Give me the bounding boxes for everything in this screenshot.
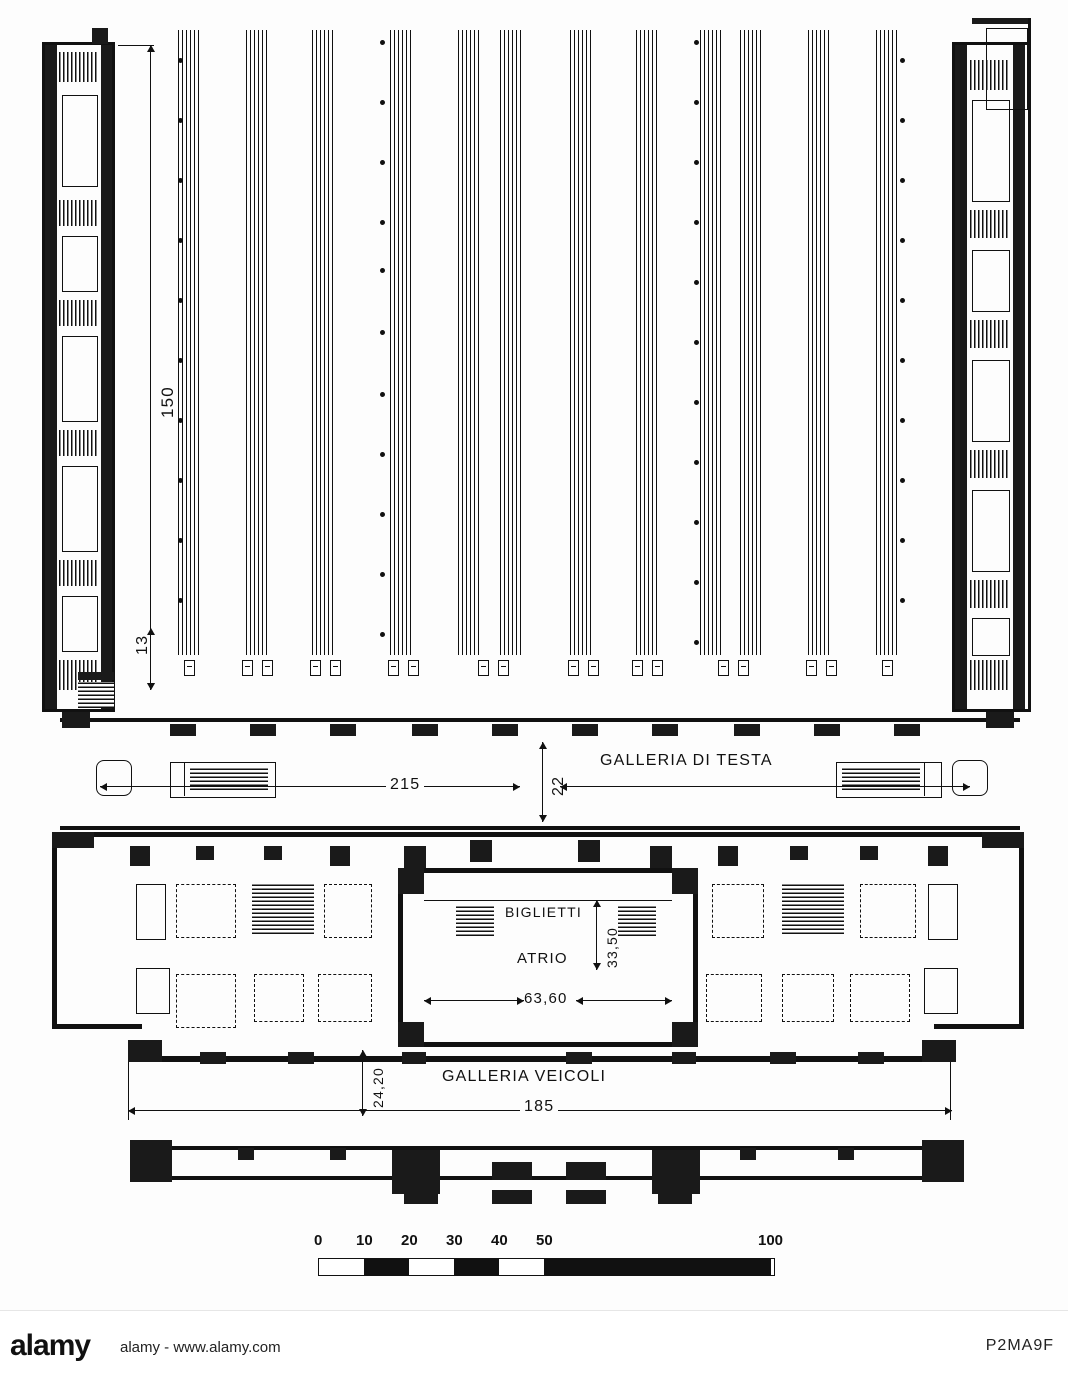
head-gallery-top-wall: [60, 718, 1020, 722]
right-wing-hatch-e: [970, 580, 1010, 608]
dim-150-label: 150: [158, 386, 177, 418]
head-gallery-pier: [652, 724, 678, 736]
right-wing-room-1: [972, 100, 1010, 202]
head-gallery-bottom-wall: [60, 826, 1020, 830]
interior-pier: [650, 846, 672, 868]
left-wing-outline-inner: [112, 42, 115, 712]
right-wing-room-4: [972, 490, 1010, 572]
atrio-corner-se: [672, 1022, 698, 1047]
portico-island-d: [566, 1190, 606, 1204]
interior-pier: [264, 846, 282, 860]
track-group: [876, 30, 898, 655]
head-building-left-wall: [52, 832, 57, 1028]
dim-215-label: 215: [386, 776, 424, 794]
atrio-wall-top: [398, 868, 698, 873]
waiting-room-hatch-right: [782, 884, 844, 934]
stock-photo-watermark-bar: [0, 1310, 1068, 1391]
right-wing-wall-mass-2: [1013, 45, 1025, 709]
interior-pier: [404, 846, 426, 868]
label-atrio: ATRIO: [517, 950, 568, 967]
left-wing-room-3: [62, 336, 98, 422]
left-wing-hatch-e: [59, 560, 99, 586]
veicoli-pier: [288, 1052, 314, 1064]
hall-bay: [254, 974, 304, 1022]
scale-tick-30: 30: [446, 1232, 463, 1249]
track-group: [700, 30, 722, 655]
scale-segment: [544, 1259, 771, 1275]
scale-segment: [454, 1259, 499, 1275]
hall-bay: [782, 974, 834, 1022]
left-wing-room-1: [62, 95, 98, 187]
right-wing-hatch-d: [970, 450, 1010, 478]
left-wing-room-4: [62, 466, 98, 552]
dim-185-ext-left: [128, 1062, 129, 1120]
interior-pier: [196, 846, 214, 860]
scale-tick-40: 40: [491, 1232, 508, 1249]
scale-bar: [318, 1258, 775, 1276]
head-gallery-pier: [734, 724, 760, 736]
label-galleria-di-testa: GALLERIA DI TESTA: [600, 752, 773, 769]
head-gallery-pier: [894, 724, 920, 736]
portico-bottom-line: [140, 1176, 948, 1180]
waiting-room-hatch-left: [252, 884, 314, 934]
veicoli-pier: [200, 1052, 226, 1064]
stair-right: [928, 884, 958, 940]
right-wing-room-5: [972, 618, 1010, 656]
head-building-bottom-wall: [128, 1056, 948, 1062]
dim-6360-label: 63,60: [524, 990, 568, 1007]
head-building-left-foot: [52, 1024, 142, 1029]
scale-tick-0: 0: [314, 1232, 323, 1249]
portico-foot-right: [658, 1190, 692, 1204]
dim-215-arrow-right: [560, 786, 970, 787]
right-wing-wall-mass: [955, 45, 967, 709]
hall-bay: [176, 974, 236, 1028]
portico-pavilion-mid-right: [652, 1150, 700, 1194]
stair-left: [136, 884, 166, 940]
atrio-corner-sw: [398, 1022, 424, 1047]
atrio-wall-right: [693, 868, 698, 1047]
label-biglietti: BIGLIETTI: [505, 904, 582, 920]
head-building-right-foot: [934, 1024, 1024, 1029]
head-gallery-pier: [250, 724, 276, 736]
head-gallery-kiosk-left-div: [184, 762, 185, 796]
left-wing-wall-mass-2: [101, 45, 112, 709]
dim-3350-label: 33,50: [604, 926, 620, 968]
scale-tick-100: 100: [758, 1232, 784, 1249]
portico-column: [238, 1148, 254, 1160]
interior-pier: [860, 846, 878, 860]
left-wing-pilaster-top: [92, 28, 108, 44]
track-group: [178, 30, 200, 655]
hall-bay: [324, 884, 372, 938]
right-wing-top-annex: [972, 18, 1028, 24]
dim-22-arrow: [542, 742, 543, 822]
ticket-counter-line: [424, 900, 672, 901]
track-group: [808, 30, 830, 655]
veicoli-pier: [770, 1052, 796, 1064]
dim-3350-arrow: [596, 900, 597, 970]
scale-segment: [364, 1259, 409, 1275]
hall-bay: [860, 884, 916, 938]
right-wing-hatch-b: [970, 210, 1010, 238]
ticket-counter-right: [618, 906, 656, 936]
right-wing-outline-inner: [1028, 18, 1031, 712]
left-wing-room-5: [62, 596, 98, 652]
portico-foot-left: [404, 1190, 438, 1204]
veicoli-pier: [672, 1052, 696, 1064]
left-wing-wall-mass: [45, 45, 57, 709]
scale-tick-20: 20: [401, 1232, 418, 1249]
hall-bay: [706, 974, 762, 1022]
head-building-right-wall: [1019, 832, 1024, 1028]
service-room-left: [136, 968, 170, 1014]
dim-22-label: 22: [550, 775, 567, 796]
head-building-corner-sw: [128, 1040, 162, 1062]
head-gallery-pier: [170, 724, 196, 736]
right-wing-top-annex-room: [986, 28, 1028, 110]
portico-pavilion-right: [922, 1140, 964, 1182]
head-gallery-kiosk-right-div: [924, 762, 925, 796]
portico-column: [740, 1148, 756, 1160]
hall-bay: [318, 974, 372, 1022]
service-room-right: [924, 968, 958, 1014]
track-group: [636, 30, 658, 655]
track-group: [312, 30, 334, 655]
portico-island-c: [492, 1190, 532, 1204]
head-gallery-pier: [492, 724, 518, 736]
label-galleria-veicoli: GALLERIA VEICOLI: [442, 1068, 607, 1085]
watermark-image-id: P2MA9F: [985, 1337, 1054, 1354]
dim-13-label: 13: [134, 634, 151, 655]
right-wing-hatch-c: [970, 320, 1010, 348]
head-gallery-pier: [330, 724, 356, 736]
left-wing-hatch-b: [59, 200, 99, 226]
interior-pier: [790, 846, 808, 860]
hall-bay: [176, 884, 236, 938]
interior-pier: [578, 840, 600, 862]
hall-bay: [850, 974, 910, 1022]
portico-pavilion-left: [130, 1140, 172, 1182]
head-building-corner-nw: [52, 832, 94, 848]
head-gallery-pier: [814, 724, 840, 736]
dim-6360-arrow-right: [576, 1000, 672, 1001]
track-group: [740, 30, 762, 655]
head-gallery-octagon-right: [952, 760, 988, 796]
head-building-corner-se: [922, 1040, 956, 1062]
portico-island-b: [566, 1162, 606, 1180]
dim-6360-arrow-left: [424, 1000, 524, 1001]
hall-bay: [712, 884, 764, 938]
portico-column: [838, 1148, 854, 1160]
alamy-logo: alamy: [10, 1329, 91, 1362]
interior-pier: [130, 846, 150, 866]
left-wing-hatch-d: [59, 430, 99, 456]
track-group: [570, 30, 592, 655]
watermark-text: alamy - www.alamy.com: [120, 1339, 281, 1356]
dim-215-arrow: [100, 786, 520, 787]
head-building-corner-ne: [982, 832, 1024, 848]
track-group: [390, 30, 412, 655]
head-gallery-pier: [986, 712, 1014, 728]
dim-2420-label: 24,20: [370, 1066, 386, 1108]
track-group: [246, 30, 268, 655]
interior-pier: [928, 846, 948, 866]
interior-pier: [470, 840, 492, 862]
scale-tick-50: 50: [536, 1232, 553, 1249]
track-group: [500, 30, 522, 655]
dim-185-ext-right: [950, 1062, 951, 1120]
veicoli-pier: [566, 1052, 592, 1064]
interior-pier: [330, 846, 350, 866]
atrio-corner-ne: [672, 868, 698, 894]
head-building-top-wall: [52, 832, 1024, 837]
atrio-wall-bottom: [398, 1042, 698, 1047]
left-wing-stair-block: [78, 672, 114, 680]
left-wing-stair-treads: [78, 682, 114, 708]
left-wing-hatch-a: [59, 52, 99, 82]
scale-tick-10: 10: [356, 1232, 373, 1249]
portico-pavilion-mid-left: [392, 1150, 440, 1194]
head-gallery-pier: [412, 724, 438, 736]
portico-top-line: [140, 1146, 948, 1150]
dim-185-label: 185: [520, 1098, 558, 1116]
interior-pier: [718, 846, 738, 866]
ticket-counter-left: [456, 906, 494, 936]
atrio-corner-nw: [398, 868, 424, 894]
left-wing-hatch-c: [59, 300, 99, 326]
right-wing-hatch-f: [970, 660, 1010, 690]
portico-island-a: [492, 1162, 532, 1180]
track-group: [458, 30, 480, 655]
left-wing-room-2: [62, 236, 98, 292]
right-wing-room-2: [972, 250, 1010, 312]
portico-column: [330, 1148, 346, 1160]
dim-150-arrow: [150, 45, 151, 690]
veicoli-pier: [858, 1052, 884, 1064]
atrio-wall-left: [398, 868, 403, 1047]
right-wing-room-3: [972, 360, 1010, 442]
head-gallery-pier: [572, 724, 598, 736]
dim-2420-arrow: [362, 1050, 363, 1116]
veicoli-pier: [402, 1052, 426, 1064]
head-gallery-pier: [62, 712, 90, 728]
